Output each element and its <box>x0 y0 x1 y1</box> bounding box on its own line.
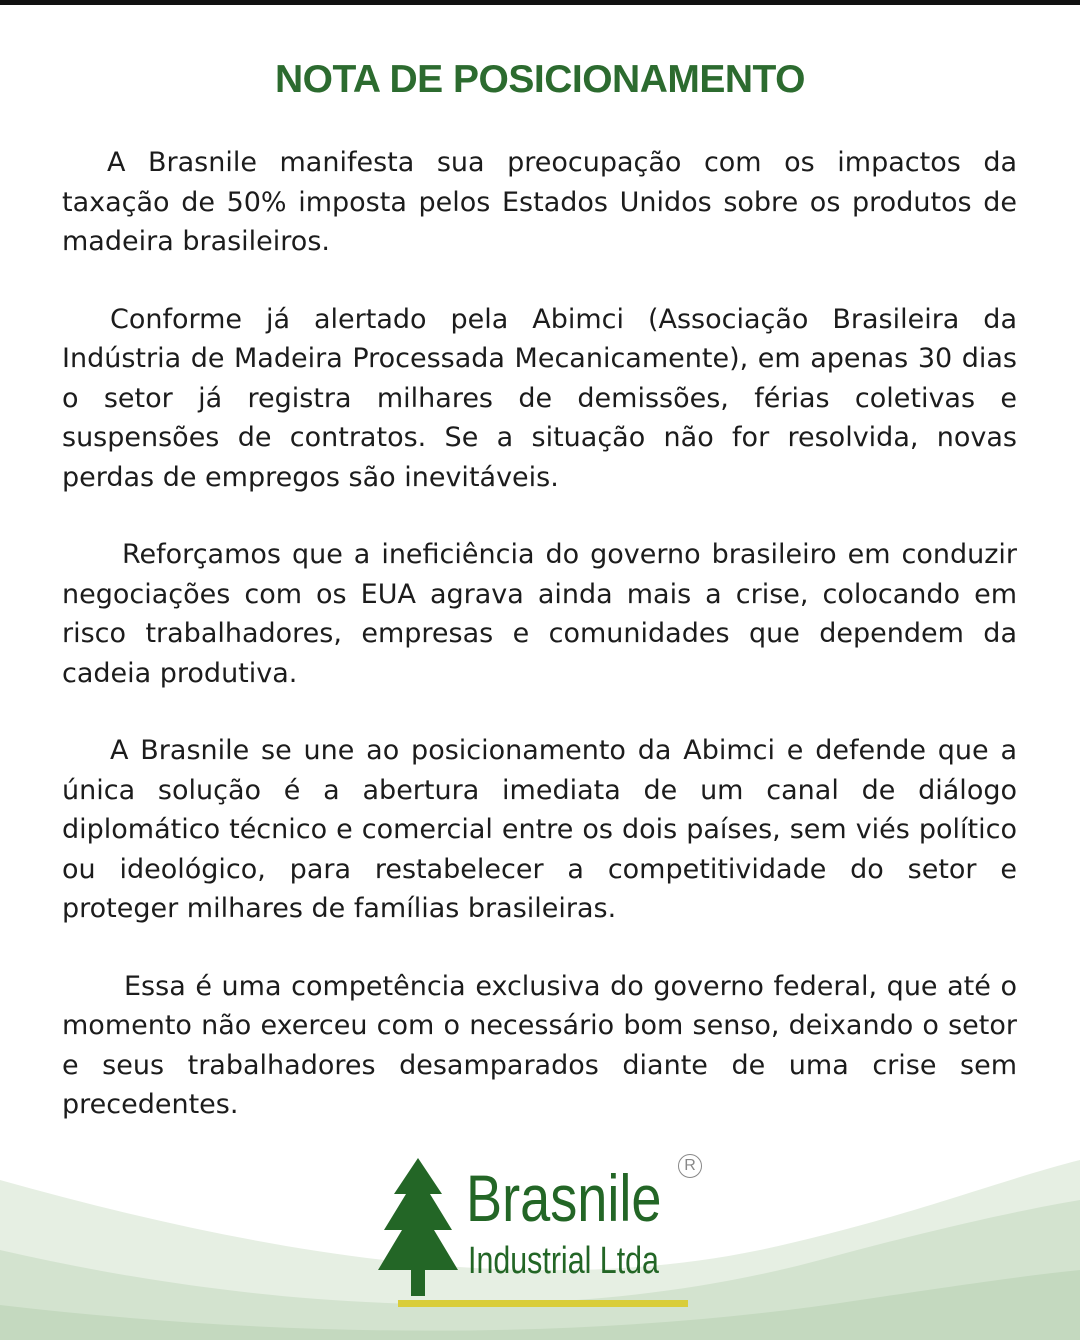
pine-tree-icon <box>378 1158 458 1318</box>
brand-name: Brasnile <box>466 1161 662 1235</box>
registered-mark-icon: R <box>678 1154 702 1178</box>
brand-subtitle: Industrial Ltda <box>468 1240 659 1282</box>
paragraph-3: Reforçamos que a ineficiência do governo brasileiro em conduzir negociações com os EUA agrava ainda mais a crise, colocando em risco trabalhadores, empresas e comunidades que dependem da cadeia produtiva. <box>62 539 1017 689</box>
brasnile-logo <box>378 1150 718 1320</box>
paragraph-2: Conforme já alertado pela Abimci (Associação Brasileira da Indústria de Madeira Processada Mecanicamente), em apenas 30 dias o setor já registra milhares de demissões, férias coletivas e suspensões de contratos. Se a situação não for resolvida, novas perdas de empregos são inevitáveis. <box>62 303 1017 493</box>
document-title: NOTA DE POSICIONAMENTO <box>275 58 805 101</box>
logo-underline <box>398 1300 688 1307</box>
document-body <box>62 143 1017 1163</box>
paragraph-4: A Brasnile se une ao posicionamento da Abimci e defende que a única solução é a abertura imediata de um canal de diálogo diplomático técnico e comercial entre os dois países, sem viés político ou ideológico, para restabelecer a competitividade do setor e proteger milhares de famílias brasileiras. <box>62 735 1017 924</box>
top-border <box>0 0 1080 5</box>
paragraph-5: Essa é uma competência exclusiva do governo federal, que até o momento não exerceu com o necessário bom senso, deixando o setor e seus trabalhadores desamparados diante de uma crise sem precedentes. <box>62 970 1017 1120</box>
paragraph-1: A Brasnile manifesta sua preocupação com os impactos da taxação de 50% imposta pelos Estados Unidos sobre os produtos de madeira brasileiros. <box>62 147 1017 257</box>
